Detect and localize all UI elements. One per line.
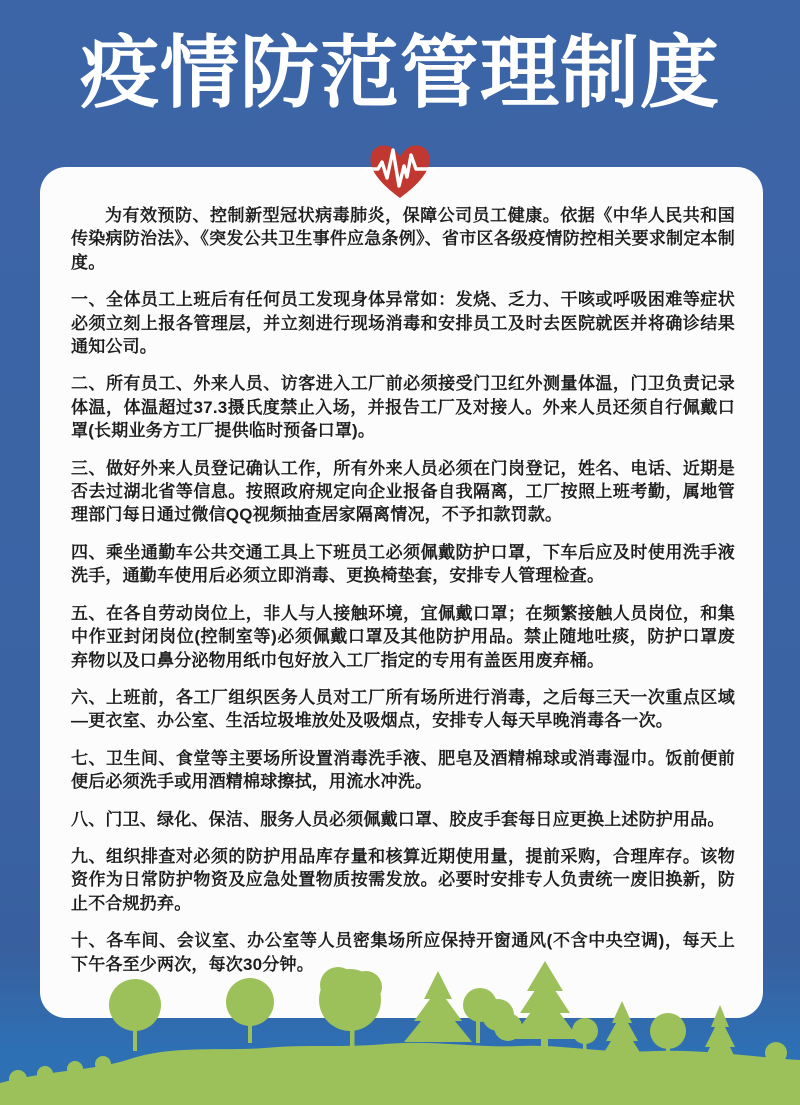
heart-ekg-icon	[366, 140, 434, 200]
round-tree	[650, 1013, 686, 1049]
spruce-tree	[511, 993, 579, 1039]
rule-item-8: 八、门卫、绿化、保洁、服务人员必须佩戴口罩、胶皮手套每日应更换上述防护用品。	[71, 809, 725, 829]
trees-landscape-graphic	[0, 955, 800, 1105]
rule-item-3: 三、做好外来人员登记确认工作，所有外来人员必须在门岗登记，姓名、电话、近期是否去过湖北省等信息。按照政府规定向企业报备自我隔离，工厂按照上班考勤，属地管理部门每日通过微信QQ视频抽查居家隔离情况，不予扣款罚款。	[71, 458, 735, 525]
pine-tree	[600, 1001, 644, 1059]
branched-tree-canopy	[350, 971, 382, 1003]
rule-item-6: 六、上班前，各工厂组织医务人员对工厂所有场所进行消毒，之后每三天一次重点区域—更衣室、办公室、生活垃圾堆放处及吸烟点，安排专人每天早晚消毒各一次。	[71, 687, 735, 731]
rule-item-1: 一、全体员工上班后有任何员工发现身体异常如：发烧、乏力、干咳或呼吸困难等症状必须立刻上报各管理层，并立刻进行现场消毒和安排员工及时去医院就医并将确诊结果通知公司。	[71, 290, 735, 357]
rule-item-4: 四、乘坐通勤车公共交通工具上下班员工必须佩戴防护口罩，下车后应及时使用洗手液洗手，通勤车使用后必须立即消毒、更换椅垫套，安排专人管理检查。	[71, 542, 735, 586]
tree-silhouettes	[0, 961, 800, 1105]
content-card	[40, 167, 763, 1018]
hill	[0, 1043, 800, 1105]
round-tree	[572, 1018, 598, 1044]
poster-title: 疫情防范管理制度	[80, 28, 720, 117]
pine-tree	[404, 971, 472, 1042]
round-tree	[226, 978, 274, 1026]
round-tree	[109, 979, 161, 1031]
rule-item-9: 九、组织排查对必须的防护用品库存量和核算近期使用量，提前采购，合理库存。该物资作为日常防护物资及应急处置物质按需发放。必要时安排专人负责统一废旧换新，防止不合规扔弃。	[71, 846, 735, 913]
rule-item-2: 二、所有员工、外来人员、访客进入工厂前必须接受门卫红外测量体温，门卫负责记录体温，体温超过37.3摄氏度禁止入场，并报告工厂及对接人。外来人员还须自行佩戴口罩(长期业务方工厂提供临时预备口罩)。	[71, 374, 735, 441]
rule-item-10: 十、各车间、会议室、办公室等人员密集场所应保持开窗通风(不含中央空调)，每天上下午各至少两次，每次30分钟。	[71, 931, 735, 974]
rule-item-5: 五、在各自劳动岗位上，非人与人接触环境，宜佩戴口罩；在频繁接触人员岗位，和集中作亚封闭岗位(控制室等)必须佩戴口罩及其他防护用品。禁止随地吐痰，防护口罩废弃物以及口鼻分泌物用纸巾包好放入工厂指定的专用有盖医用废弃桶。	[71, 603, 735, 670]
tree-trunk	[476, 1015, 480, 1043]
rule-item-7: 七、卫生间、食堂等主要场所设置消毒洗手液、肥皂及酒精棉球或消毒湿巾。饭前便前便后必须洗手或用酒精棉球擦拭，用流水冲洗。	[71, 748, 735, 792]
intro-paragraph: 为有效预防、控制新型冠状病毒肺炎，保障公司员工健康。依据《中华人民共和国传染病防治法》、《突发公共卫生事件应急条例》、省市区各级疫情防控相关要求制定本制度。	[71, 206, 735, 272]
